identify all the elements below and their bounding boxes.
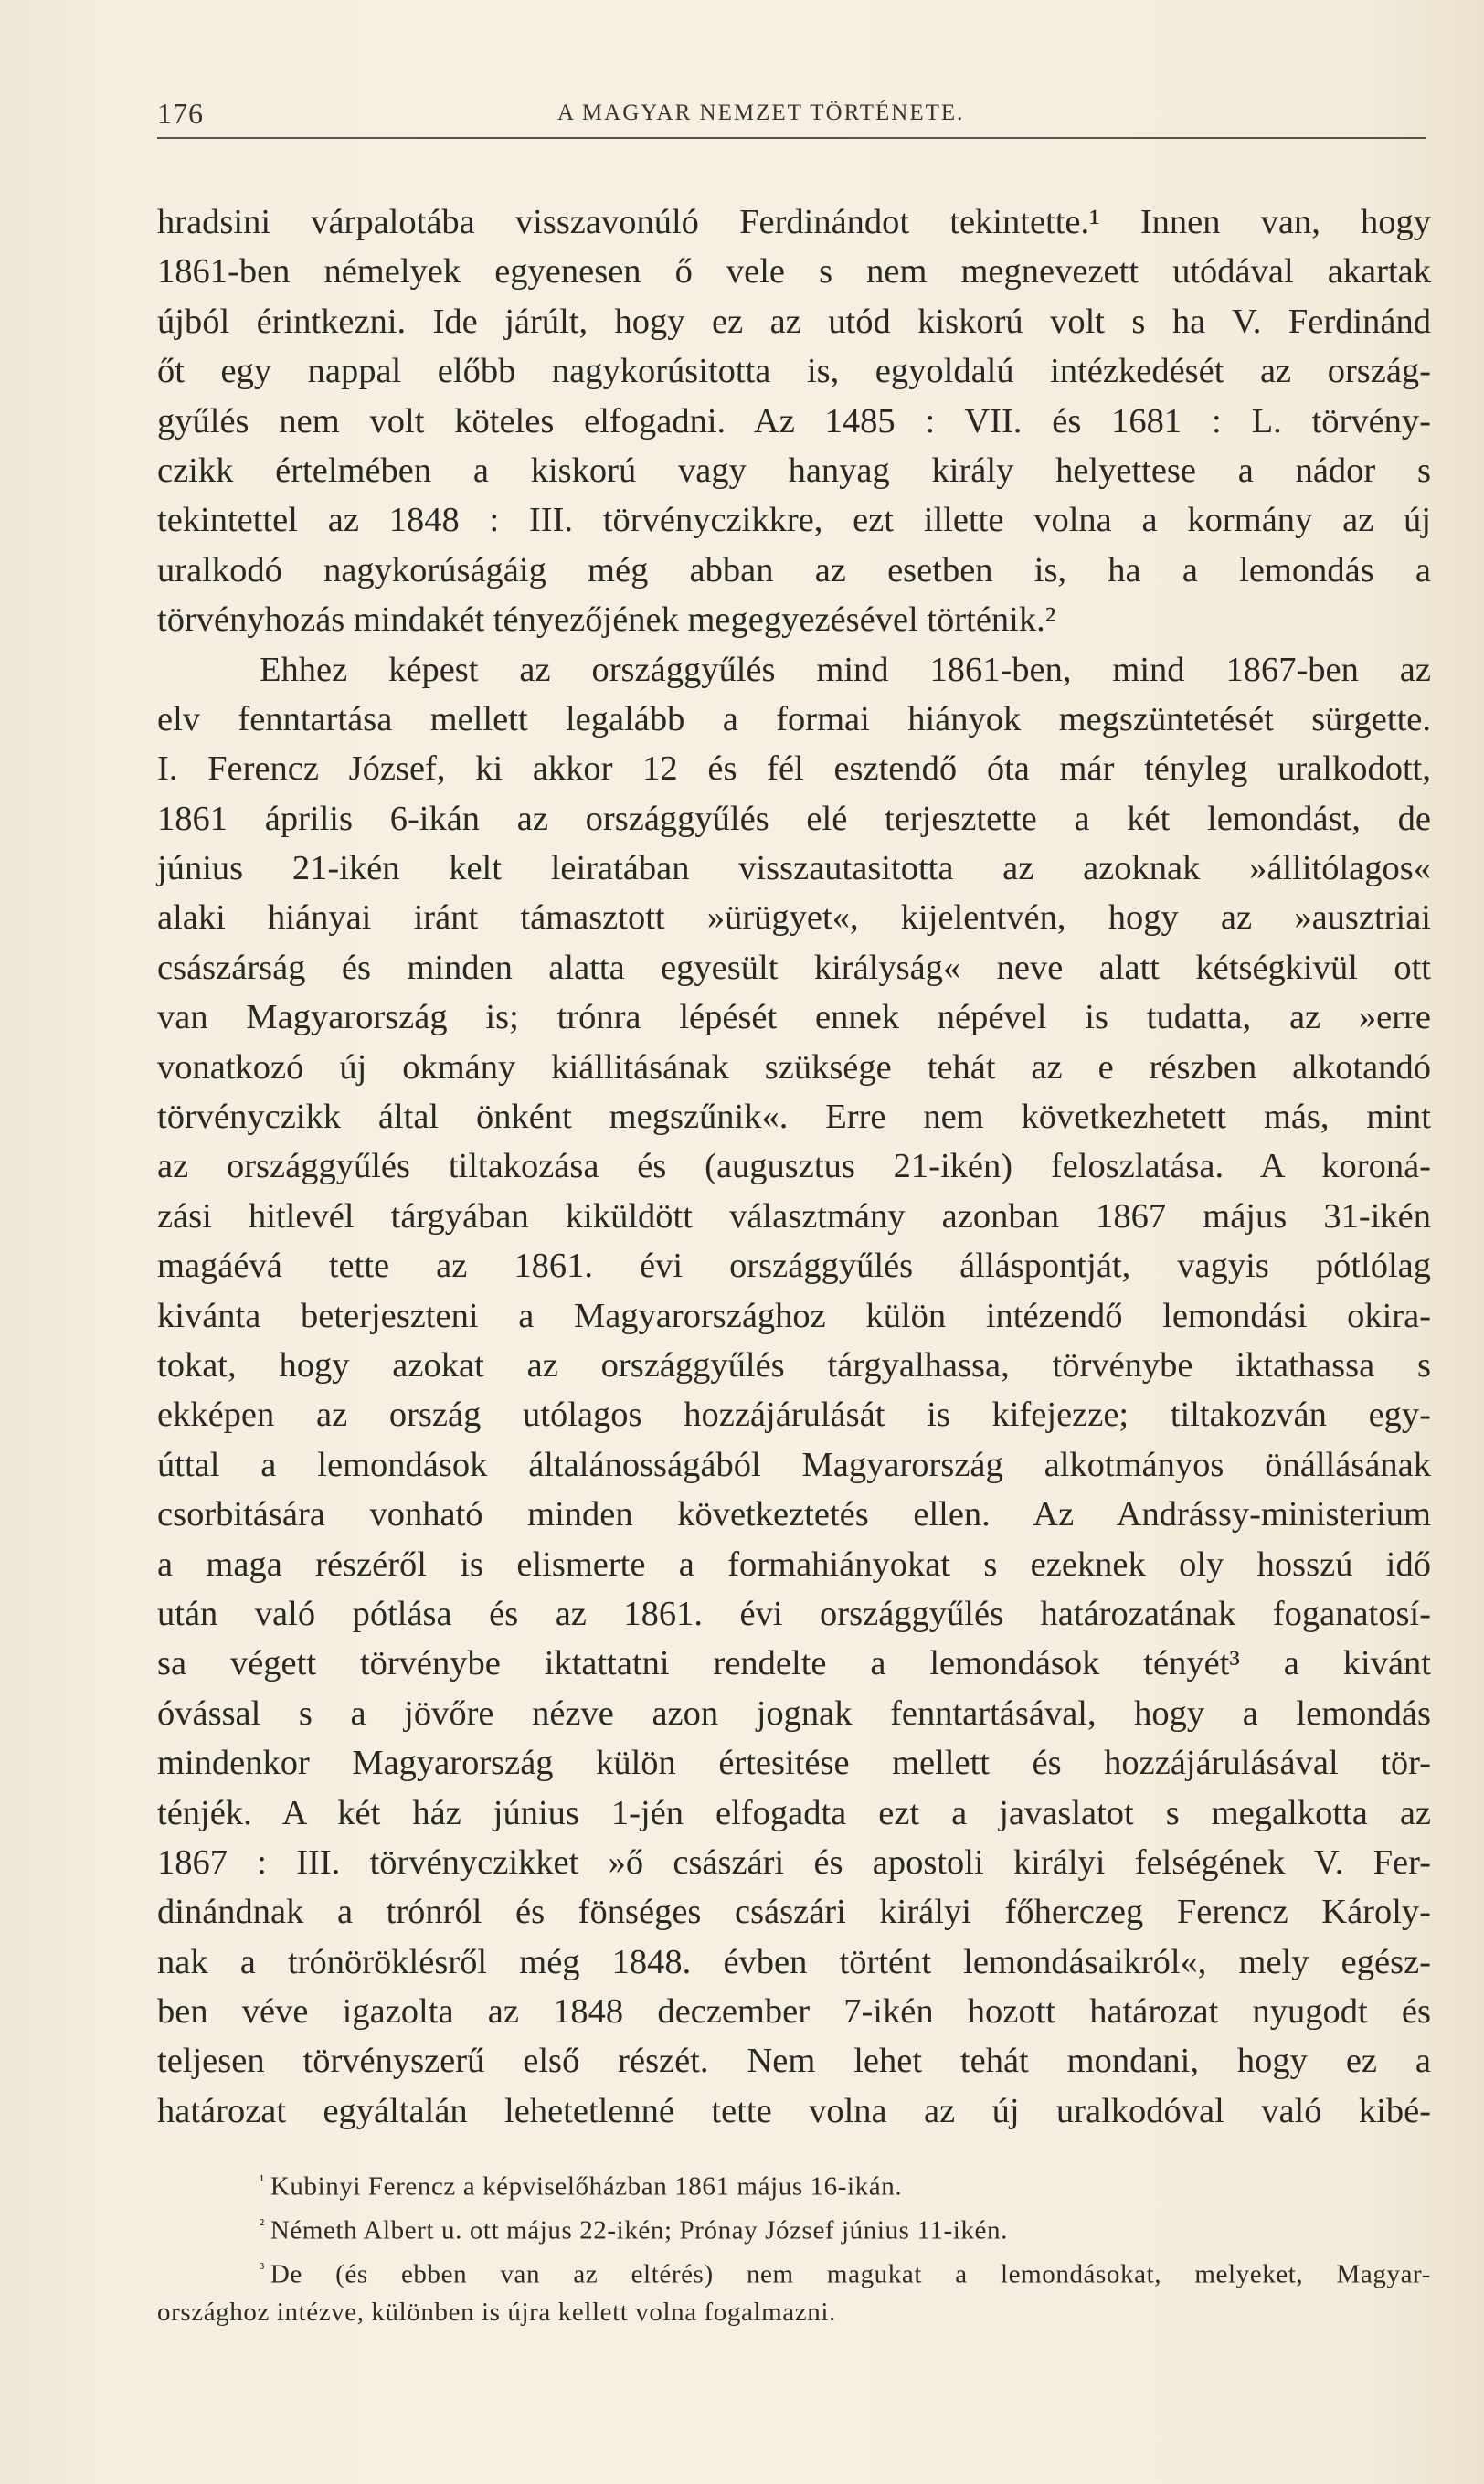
text-line: császárság és minden alatta egyesült királyság« neve alatt kétségkivül ott bbox=[157, 948, 1431, 987]
text-line: a maga részéről is elismerte a formahiányokat s ezeknek oly hosszú idő bbox=[157, 1545, 1431, 1584]
text-line: után való pótlása és az 1861. évi országgyűlés határozatának foganatosí- bbox=[157, 1594, 1431, 1633]
footnote-3 bbox=[157, 2246, 1431, 2290]
text-line: gyűlés nem volt köteles elfogadni. Az 1485 : VII. és 1681 : L. törvény- bbox=[157, 401, 1431, 441]
text-line: ténjék. A két ház június 1-jén elfogadta ezt a javaslatot s megalkotta az bbox=[157, 1793, 1431, 1832]
text-line: van Magyarország is; trónra lépését ennek népével is tudatta, az »erre bbox=[157, 998, 1431, 1037]
running-head bbox=[157, 90, 1426, 135]
text-line: magáévá tette az 1861. évi országgyűlés álláspontját, vagyis pótlólag bbox=[157, 1247, 1431, 1286]
footnote-text: De (és ebben van az eltérés) nem magukat a lemondásokat, melyeket, Magyar- bbox=[270, 2259, 1431, 2289]
text-line: 1861-ben némelyek egyenesen ő vele s nem megnevezett utódával akartak bbox=[157, 252, 1431, 292]
text-line: az országgyűlés tiltakozása és (augusztus 21-ikén) feloszlatása. A koroná- bbox=[157, 1147, 1431, 1186]
footnote-1 bbox=[157, 2159, 1431, 2203]
text-line: határozat egyáltalán lehetetlenné tette volna az új uralkodóval való kibé- bbox=[157, 2091, 1431, 2130]
footnote-marker: ³ bbox=[260, 2259, 265, 2277]
text-line: teljesen törvényszerű első részét. Nem lehet tehát mondani, hogy ez a bbox=[157, 2042, 1431, 2081]
text-line: újból érintkezni. Ide járúlt, hogy ez az utód kiskorú volt s ha V. Ferdinánd bbox=[157, 302, 1431, 341]
text-line: uralkodó nagykorúságáig még abban az esetben is, ha a lemondás a bbox=[157, 550, 1431, 589]
footnote-2 bbox=[157, 2203, 1431, 2246]
body-text bbox=[157, 197, 1431, 2136]
text-line: 1867 : III. törvényczikket »ő császári és apostoli királyi felségének V. Fer- bbox=[157, 1842, 1431, 1882]
footnote-marker: ² bbox=[260, 2215, 265, 2234]
text-line: nak a trónöröklésről még 1848. évben történt lemondásaikról«, mely egész- bbox=[157, 1942, 1431, 1981]
text-line: alaki hiányai iránt támasztott »ürügyet«, kijelentvén, hogy az »ausztriai bbox=[157, 898, 1431, 938]
text-line: mindenkor Magyarország külön értesitése mellett és hozzájárulásával tör- bbox=[157, 1744, 1431, 1783]
text-line: június 21-ikén kelt leiratában visszautasitotta az azoknak »állitólagos« bbox=[157, 849, 1431, 888]
text-line: tokat, hogy azokat az országgyűlés tárgyalhassa, törvénybe iktathassa s bbox=[157, 1345, 1431, 1385]
text-line: ben véve igazolta az 1848 deczember 7-ikén hozott határozat nyugodt és bbox=[157, 1992, 1431, 2032]
text-line: czikk értelmében a kiskorú vagy hanyag király helyettese a nádor s bbox=[157, 451, 1431, 490]
footnote-text: Kubinyi Ferencz a képviselőházban 1861 május 16-ikán. bbox=[270, 2171, 903, 2202]
text-line: Ehhez képest az országgyűlés mind 1861-ben, mind 1867-ben az bbox=[260, 650, 1431, 689]
text-line: vonatkozó új okmány kiállitásának szüksége tehát az e részben alkotandó bbox=[157, 1047, 1431, 1087]
footnote-text: Németh Albert u. ott május 22-ikén; Prónay József június 11-ikén. bbox=[270, 2215, 1008, 2245]
footnotes bbox=[157, 2159, 1431, 2334]
text-line: ekképen az ország utólagos hozzájárulását is kifejezze; tiltakozván egy- bbox=[157, 1396, 1431, 1435]
text-line: kivánta beterjeszteni a Magyarországhoz külön intézendő lemondási okira- bbox=[157, 1296, 1431, 1335]
text-line: tekintettel az 1848 : III. törvényczikkre, ezt illette volna a kormány az új bbox=[157, 501, 1431, 540]
text-line: 1861 április 6-ikán az országgyűlés elé terjesztette a két lemondást, de bbox=[157, 799, 1431, 838]
text-line: I. Ferencz József, ki akkor 12 és fél esztendő óta már tényleg uralkodott, bbox=[157, 749, 1431, 789]
text-line: őt egy nappal előbb nagykorúsitotta is, egyoldalú intézkedését az ország- bbox=[157, 352, 1431, 391]
text-line: úttal a lemondások általánosságából Magyarország alkotmányos önállásának bbox=[157, 1445, 1431, 1484]
running-title: A MAGYAR NEMZET TÖRTÉNETE. bbox=[557, 101, 965, 125]
header-rule bbox=[157, 137, 1426, 139]
text-line: zási hitlevél tárgyában kiküldött választmány azonban 1867 május 31-ikén bbox=[157, 1196, 1431, 1236]
text-line: dinándnak a trónról és fönséges császári királyi főherczeg Ferencz Károly- bbox=[157, 1893, 1431, 1932]
text-line: törvényczikk által önként megszűnik«. Erre nem következhetett más, mint bbox=[157, 1098, 1431, 1137]
footnote-marker: ¹ bbox=[260, 2171, 265, 2190]
text-line: csorbitására vonható minden következtetés ellen. Az Andrássy-ministerium bbox=[157, 1495, 1431, 1534]
text-line: elv fenntartása mellett legalább a formai hiányok megszüntetését sürgette. bbox=[157, 699, 1431, 738]
page-number: 176 bbox=[157, 97, 204, 130]
text-line: óvással s a jövőre nézve azon jognak fenntartásával, hogy a lemondás bbox=[157, 1693, 1431, 1733]
text-line: sa végett törvénybe iktattatni rendelte a lemondások tényét³ a kivánt bbox=[157, 1644, 1431, 1683]
text-line: hradsini várpalotába visszavonúló Ferdinándot tekintette.¹ Innen van, hogy bbox=[157, 203, 1431, 241]
footnote-3-continuation: országhoz intézve, különben is újra kellett volna fogalmazni. bbox=[157, 2298, 836, 2327]
text-line: törvényhozás mindakét tényezőjének megegyezésével történik.² bbox=[157, 600, 1056, 640]
